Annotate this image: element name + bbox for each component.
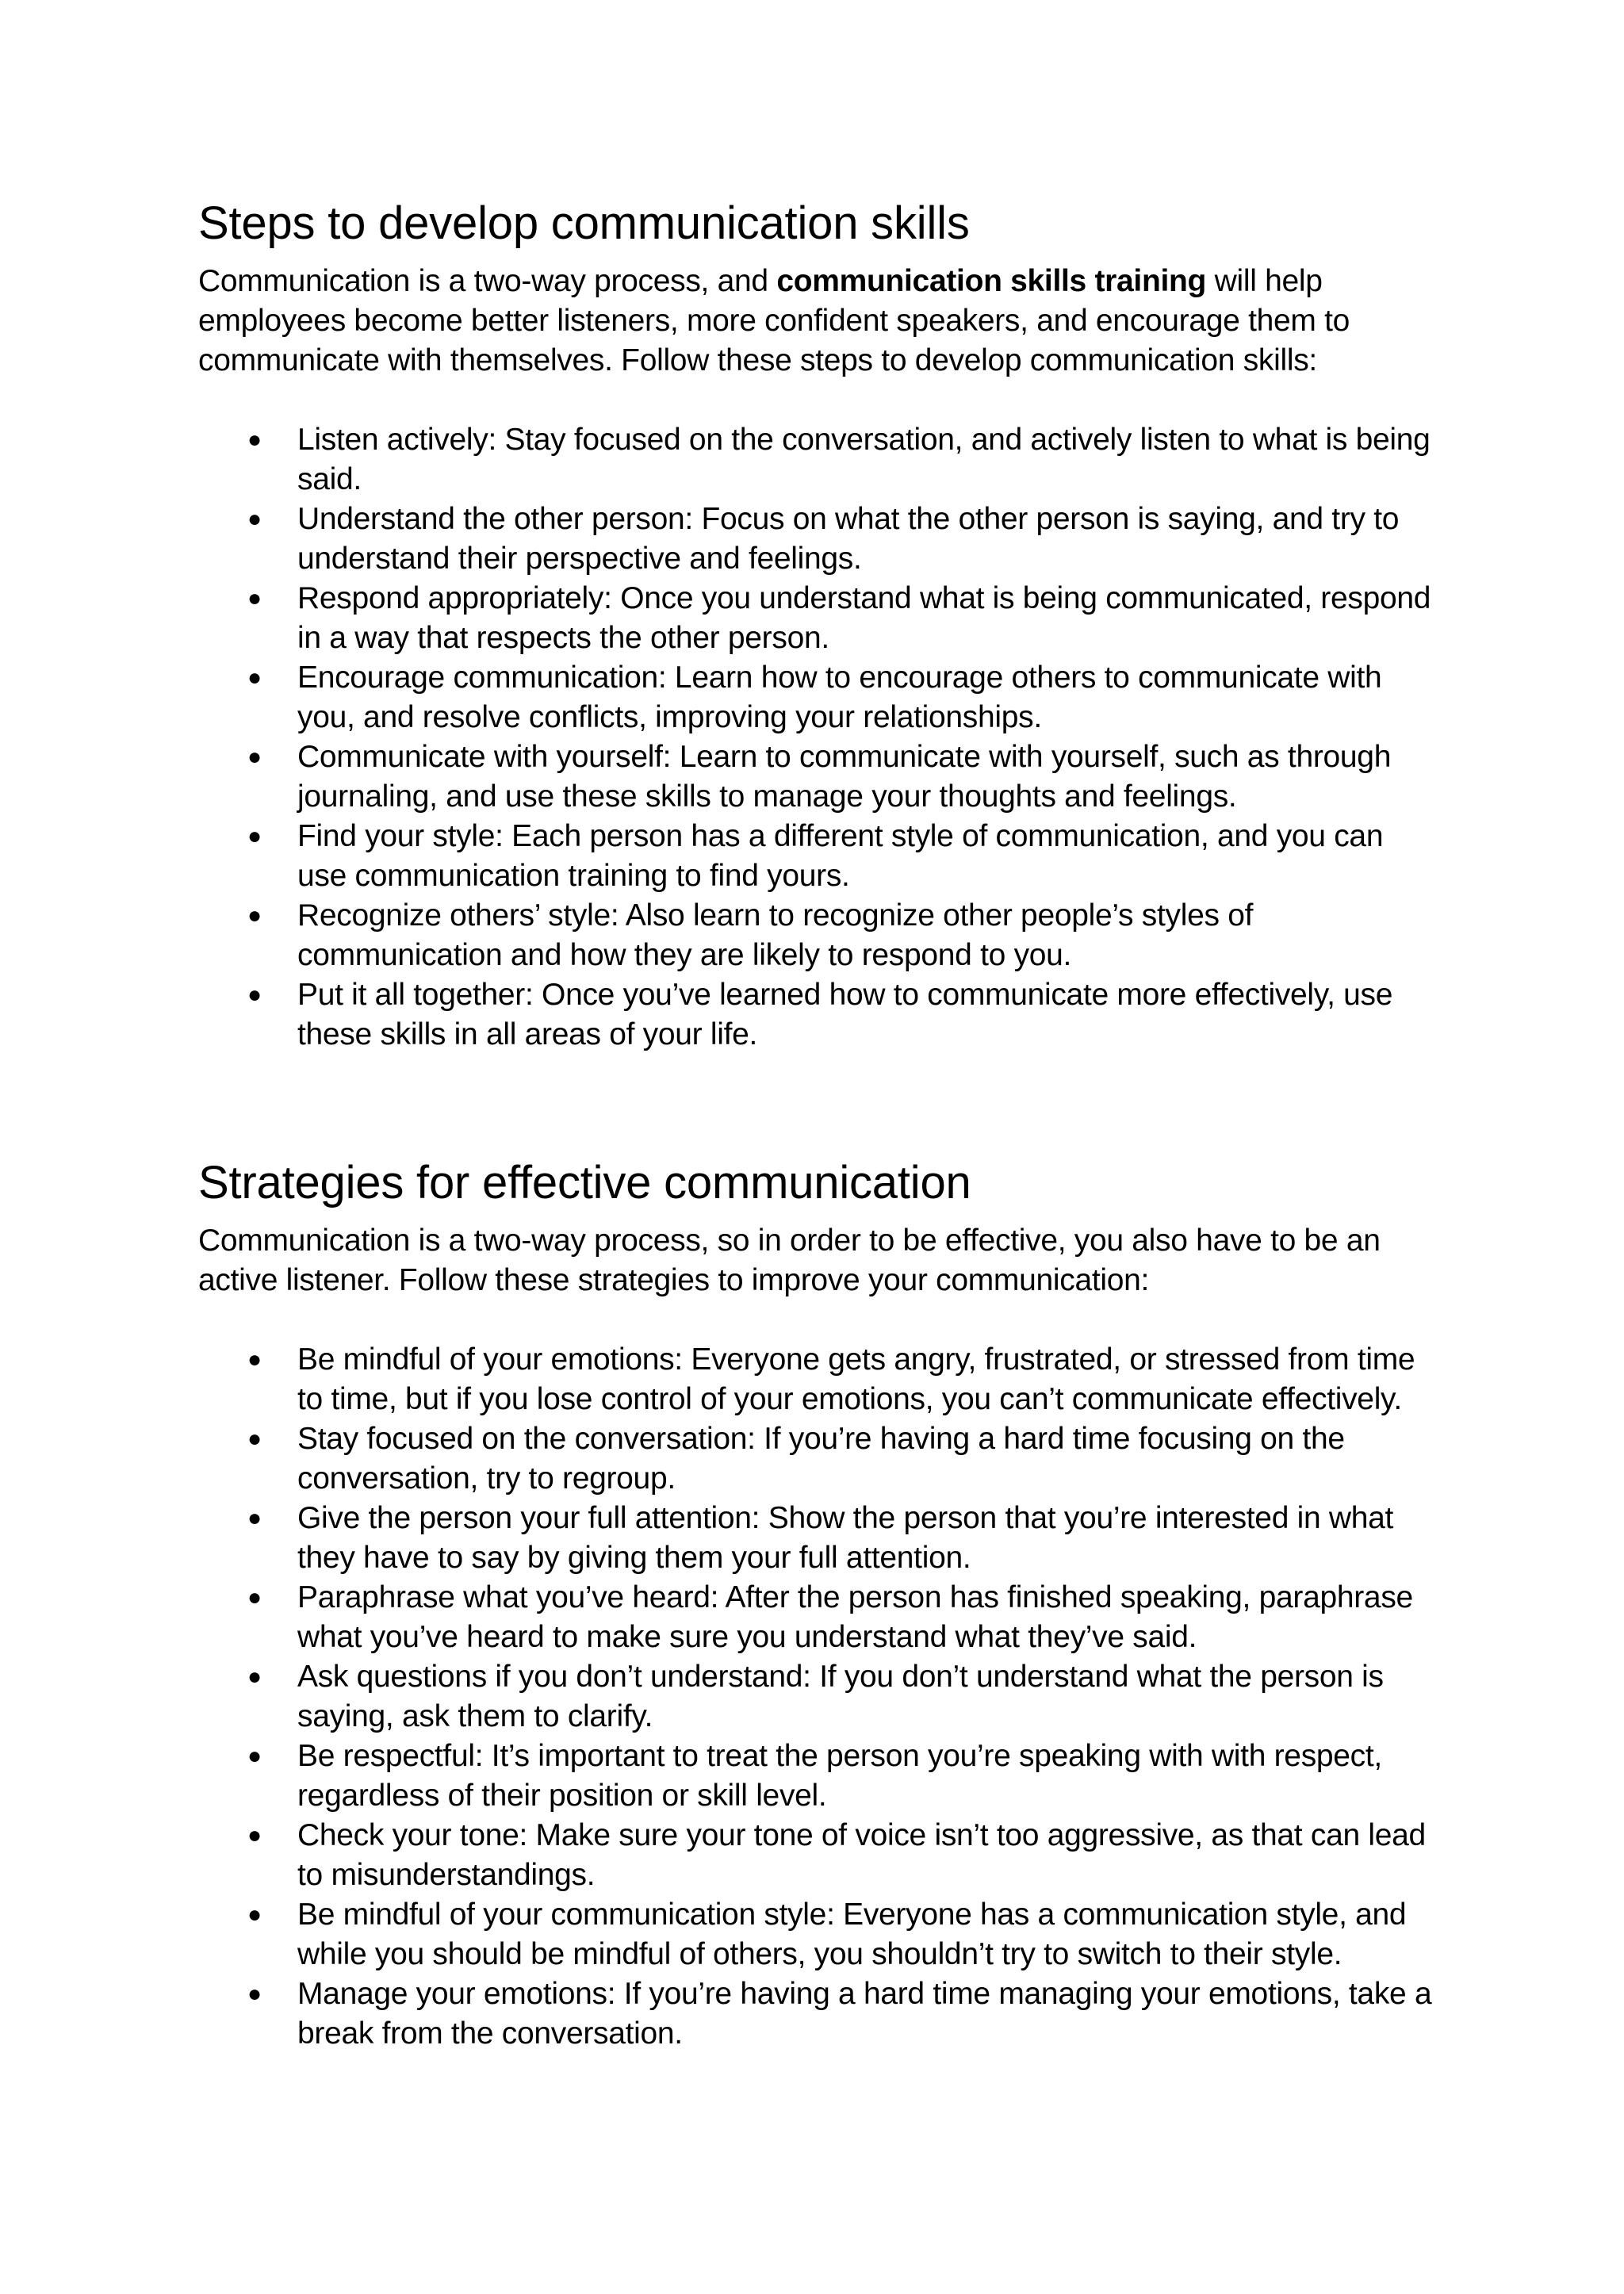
- bullet-list: [198, 1340, 1435, 2054]
- list-item: [198, 1578, 1435, 1657]
- bullet-icon: ●: [247, 1743, 262, 1769]
- section-heading: Strategies for effective communication: [198, 1157, 971, 1208]
- bullet-icon: ●: [247, 1584, 262, 1610]
- bullet-icon: ●: [247, 982, 262, 1008]
- list-item: [198, 737, 1435, 817]
- list-item: [198, 1340, 1435, 1419]
- bullet-list: [198, 420, 1435, 1055]
- bullet-icon: ●: [247, 1981, 262, 2007]
- list-item-text: Be mindful of your emotions: Everyone gets angry, frustrated, or stressed from time to time, but if you lose control of your emotions, you can’t communicate effectively.: [297, 1342, 1415, 1416]
- list-item: [198, 420, 1435, 500]
- bullet-icon: ●: [247, 744, 262, 770]
- bullet-icon: ●: [247, 1901, 262, 1928]
- list-item: [198, 500, 1435, 579]
- bullet-icon: ●: [247, 1346, 262, 1373]
- section-steps: [198, 195, 1435, 1055]
- intro-text: Communication is a two-way process, and: [198, 264, 777, 298]
- list-item: [198, 1499, 1435, 1578]
- bullet-icon: ●: [247, 1505, 262, 1531]
- list-item: [198, 658, 1435, 737]
- list-item: [198, 1974, 1435, 2054]
- list-item: [198, 896, 1435, 975]
- list-item: [198, 1816, 1435, 1895]
- list-item: [198, 817, 1435, 896]
- list-item-text: Respond appropriately: Once you understand what is being communicated, respond in a way that respects the other person.: [297, 581, 1431, 655]
- list-item: [198, 579, 1435, 658]
- list-item-text: Communicate with yourself: Learn to communicate with yourself, such as through journaling, and use these skills to manage your thoughts and feelings.: [297, 740, 1392, 814]
- list-item: [198, 1657, 1435, 1737]
- section-heading: Steps to develop communication skills: [198, 197, 970, 249]
- list-item-text: Be respectful: It’s important to treat the person you’re speaking with with respect, regardless of their position or skill level.: [297, 1739, 1382, 1813]
- bullet-icon: ●: [247, 427, 262, 453]
- intro-text: will help employees become better listeners, more confident speakers, and encourage them to communicate with themselves. Follow these steps to develop communication skills:: [198, 264, 1350, 377]
- bullet-icon: ●: [247, 664, 262, 691]
- bullet-icon: ●: [247, 585, 262, 611]
- list-item-text: Give the person your full attention: Show the person that you’re interested in what they have to say by giving them your full attention.: [297, 1501, 1394, 1575]
- list-item-text: Ask questions if you don’t understand: If you don’t understand what the person is saying, ask them to clarify.: [297, 1660, 1384, 1733]
- bullet-icon: ●: [247, 902, 262, 929]
- intro-bold-text: communication skills training: [776, 264, 1207, 298]
- list-item-text: Encourage communication: Learn how to encourage others to communicate with you, and resolve conflicts, improving your relationships.: [297, 661, 1382, 734]
- list-item: [198, 1737, 1435, 1816]
- section-intro: Communication is a two-way process, so in order to be effective, you also have to be an active listener. Follow these strategies to improve your communication:: [198, 1224, 1381, 1297]
- section-strategies: [198, 1155, 1435, 2054]
- list-item-text: Put it all together: Once you’ve learned how to communicate more effectively, use these skills in all areas of your life.: [297, 978, 1393, 1051]
- list-item-text: Recognize others’ style: Also learn to recognize other people’s styles of communication and how they are likely to respond to you.: [297, 898, 1254, 972]
- list-item-text: Find your style: Each person has a different style of communication, and you can use communication training to find yours.: [297, 819, 1384, 893]
- list-item: [198, 1419, 1435, 1499]
- bullet-icon: ●: [247, 1664, 262, 1690]
- list-item: [198, 1895, 1435, 1974]
- bullet-icon: ●: [247, 1426, 262, 1452]
- list-item-text: Be mindful of your communication style: Everyone has a communication style, and while you should be mindful of others, you shouldn’t try to switch to their style.: [297, 1898, 1407, 1971]
- list-item-text: Listen actively: Stay focused on the conversation, and actively listen to what is being said.: [297, 423, 1431, 496]
- bullet-icon: ●: [247, 506, 262, 532]
- list-item-text: Manage your emotions: If you’re having a hard time managing your emotions, take a break from the conversation.: [297, 1977, 1432, 2051]
- list-item-text: Stay focused on the conversation: If you’re having a hard time focusing on the conversation, try to regroup.: [297, 1422, 1345, 1496]
- list-item-text: Understand the other person: Focus on what the other person is saying, and try to understand their perspective and feelings.: [297, 502, 1400, 576]
- section-intro: [198, 262, 1435, 381]
- list-item-text: Paraphrase what you’ve heard: After the person has finished speaking, paraphrase what you’ve heard to make sure you understand what they’ve said.: [297, 1580, 1413, 1654]
- bullet-icon: ●: [247, 1822, 262, 1848]
- bullet-icon: ●: [247, 823, 262, 849]
- list-item: [198, 975, 1435, 1055]
- list-item-text: Check your tone: Make sure your tone of voice isn’t too aggressive, as that can lead to misunderstandings.: [297, 1818, 1426, 1892]
